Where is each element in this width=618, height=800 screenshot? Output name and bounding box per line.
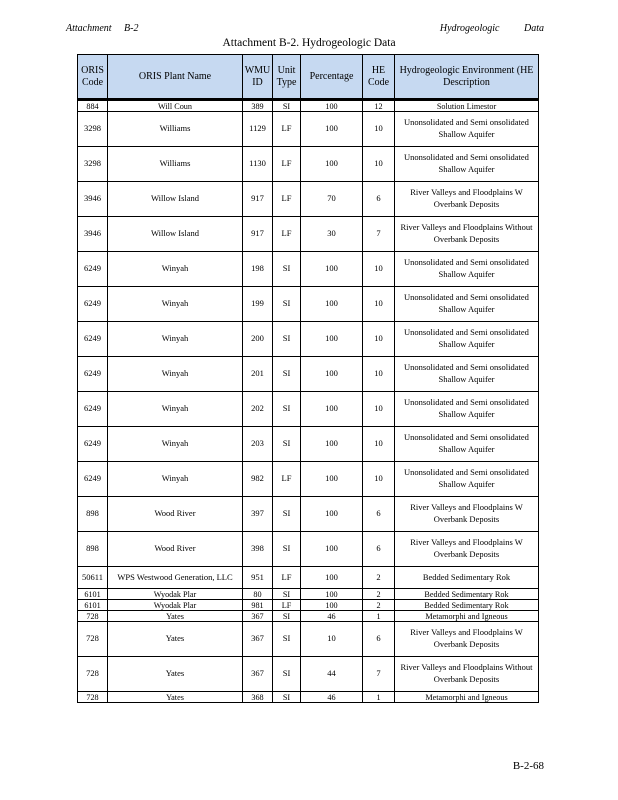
plant-name-cell: Williams [108, 147, 243, 182]
he-description-cell: Unonsolidated and Semi onsolidated Shallow Aquifer [395, 462, 539, 497]
header-word-data: Data [524, 23, 544, 34]
header-attachment-label: Attachment [66, 23, 112, 34]
percentage-cell: 100 [301, 532, 363, 567]
table-row [78, 392, 539, 427]
wmu-id-cell: 1129 [243, 112, 273, 147]
table-row [78, 600, 539, 611]
percentage-cell: 100 [301, 147, 363, 182]
plant-name-cell: Wyodak Plar [108, 589, 243, 600]
oris-code-cell: 884 [78, 100, 108, 112]
percentage-cell: 100 [301, 357, 363, 392]
unit-type-cell: SI [273, 100, 301, 112]
he-description-cell: Bedded Sedimentary Rok [395, 589, 539, 600]
page-number: B-2-68 [512, 760, 544, 772]
table-row [78, 622, 539, 657]
oris-code-cell: 50611 [78, 567, 108, 589]
oris-code-cell: 6249 [78, 252, 108, 287]
table-row [78, 252, 539, 287]
unit-type-cell: SI [273, 357, 301, 392]
he-code-cell: 10 [363, 112, 395, 147]
he-code-cell: 1 [363, 611, 395, 622]
he-code-cell: 6 [363, 182, 395, 217]
percentage-cell: 30 [301, 217, 363, 252]
he-code-cell: 10 [363, 287, 395, 322]
table-body [78, 100, 539, 703]
wmu-id-cell: 951 [243, 567, 273, 589]
percentage-cell: 70 [301, 182, 363, 217]
unit-type-cell: LF [273, 462, 301, 497]
oris-code-cell: 728 [78, 622, 108, 657]
percentage-cell: 100 [301, 392, 363, 427]
percentage-cell: 100 [301, 497, 363, 532]
he-description-cell: Unonsolidated and Semi onsolidated Shallow Aquifer [395, 147, 539, 182]
percentage-cell: 100 [301, 287, 363, 322]
he-code-cell: 2 [363, 567, 395, 589]
percentage-cell: 44 [301, 657, 363, 692]
he-description-cell: River Valleys and Floodplains Without Overbank Deposits [395, 217, 539, 252]
oris-code-cell: 6249 [78, 427, 108, 462]
he-code-cell: 10 [363, 322, 395, 357]
he-code-cell: 10 [363, 252, 395, 287]
plant-name-cell: Will Coun [108, 100, 243, 112]
he-code-cell: 7 [363, 657, 395, 692]
header-attachment-code: B-2 [124, 23, 139, 34]
oris-code-cell: 6249 [78, 392, 108, 427]
percentage-cell: 100 [301, 427, 363, 462]
plant-name-cell: Winyah [108, 427, 243, 462]
wmu-id-cell: 203 [243, 427, 273, 462]
table-row [78, 589, 539, 600]
he-description-cell: River Valleys and Floodplains Without Overbank Deposits [395, 657, 539, 692]
oris-code-cell: 3946 [78, 217, 108, 252]
wmu-id-cell: 199 [243, 287, 273, 322]
he-description-cell: Unonsolidated and Semi onsolidated Shallow Aquifer [395, 392, 539, 427]
unit-type-cell: LF [273, 567, 301, 589]
header-word-hydrogeologic: Hydrogeologic [439, 23, 500, 34]
col-header-unit-type: Unit Type [273, 55, 301, 100]
percentage-cell: 46 [301, 692, 363, 703]
table-row [78, 217, 539, 252]
percentage-cell: 100 [301, 112, 363, 147]
he-code-cell: 6 [363, 622, 395, 657]
plant-name-cell: Yates [108, 692, 243, 703]
oris-code-cell: 3946 [78, 182, 108, 217]
plant-name-cell: Winyah [108, 322, 243, 357]
he-description-cell: Metamorphi and Igneous [395, 692, 539, 703]
oris-code-cell: 898 [78, 497, 108, 532]
oris-code-cell: 898 [78, 532, 108, 567]
he-code-cell: 6 [363, 532, 395, 567]
unit-type-cell: SI [273, 589, 301, 600]
table-header-row [78, 55, 539, 100]
he-code-cell: 7 [363, 217, 395, 252]
he-description-cell: River Valleys and Floodplains W Overbank Deposits [395, 622, 539, 657]
wmu-id-cell: 80 [243, 589, 273, 600]
he-description-cell: Metamorphi and Igneous [395, 611, 539, 622]
oris-code-cell: 6249 [78, 357, 108, 392]
running-header-right [418, 23, 544, 34]
he-description-cell: Unonsolidated and Semi onsolidated Shallow Aquifer [395, 287, 539, 322]
plant-name-cell: Williams [108, 112, 243, 147]
table-row [78, 462, 539, 497]
table-row [78, 567, 539, 589]
oris-code-cell: 3298 [78, 147, 108, 182]
wmu-id-cell: 367 [243, 657, 273, 692]
wmu-id-cell: 397 [243, 497, 273, 532]
he-code-cell: 6 [363, 497, 395, 532]
wmu-id-cell: 367 [243, 611, 273, 622]
table-row [78, 657, 539, 692]
wmu-id-cell: 201 [243, 357, 273, 392]
col-header-plant-name: ORIS Plant Name [108, 55, 243, 100]
he-code-cell: 12 [363, 100, 395, 112]
table-row [78, 147, 539, 182]
wmu-id-cell: 917 [243, 182, 273, 217]
wmu-id-cell: 368 [243, 692, 273, 703]
table-row [78, 692, 539, 703]
plant-name-cell: Yates [108, 622, 243, 657]
he-description-cell: Unonsolidated and Semi onsolidated Shallow Aquifer [395, 322, 539, 357]
table-row [78, 427, 539, 462]
he-description-cell: Unonsolidated and Semi onsolidated Shallow Aquifer [395, 112, 539, 147]
he-code-cell: 10 [363, 392, 395, 427]
plant-name-cell: Winyah [108, 357, 243, 392]
unit-type-cell: SI [273, 532, 301, 567]
unit-type-cell: SI [273, 287, 301, 322]
unit-type-cell: LF [273, 112, 301, 147]
oris-code-cell: 6249 [78, 287, 108, 322]
wmu-id-cell: 1130 [243, 147, 273, 182]
wmu-id-cell: 202 [243, 392, 273, 427]
oris-code-cell: 728 [78, 611, 108, 622]
oris-code-cell: 6101 [78, 589, 108, 600]
plant-name-cell: Wood River [108, 497, 243, 532]
unit-type-cell: LF [273, 217, 301, 252]
percentage-cell: 100 [301, 600, 363, 611]
wmu-id-cell: 981 [243, 600, 273, 611]
he-code-cell: 10 [363, 357, 395, 392]
unit-type-cell: LF [273, 147, 301, 182]
table-title: Attachment B-2. Hydrogeologic Data [222, 37, 396, 49]
plant-name-cell: Winyah [108, 252, 243, 287]
he-code-cell: 10 [363, 462, 395, 497]
wmu-id-cell: 917 [243, 217, 273, 252]
col-header-he-description: Hydrogeologic Environment (HE Description [395, 55, 539, 100]
unit-type-cell: SI [273, 322, 301, 357]
he-description-cell: Bedded Sedimentary Rok [395, 567, 539, 589]
running-header-left [66, 23, 149, 34]
oris-code-cell: 6249 [78, 322, 108, 357]
oris-code-cell: 728 [78, 657, 108, 692]
plant-name-cell: Winyah [108, 287, 243, 322]
plant-name-cell: Willow Island [108, 217, 243, 252]
wmu-id-cell: 367 [243, 622, 273, 657]
plant-name-cell: Winyah [108, 462, 243, 497]
plant-name-cell: Yates [108, 657, 243, 692]
wmu-id-cell: 200 [243, 322, 273, 357]
plant-name-cell: Yates [108, 611, 243, 622]
table-row [78, 322, 539, 357]
unit-type-cell: SI [273, 657, 301, 692]
wmu-id-cell: 398 [243, 532, 273, 567]
unit-type-cell: LF [273, 182, 301, 217]
col-header-percentage: Percentage [301, 55, 363, 100]
wmu-id-cell: 389 [243, 100, 273, 112]
table-row [78, 112, 539, 147]
table-row [78, 532, 539, 567]
oris-code-cell: 3298 [78, 112, 108, 147]
he-description-cell: River Valleys and Floodplains W Overbank Deposits [395, 497, 539, 532]
unit-type-cell: SI [273, 392, 301, 427]
he-code-cell: 10 [363, 427, 395, 462]
hydrogeologic-data-table [77, 54, 539, 703]
percentage-cell: 100 [301, 252, 363, 287]
col-header-wmu-id: WMU ID [243, 55, 273, 100]
oris-code-cell: 6249 [78, 462, 108, 497]
oris-code-cell: 728 [78, 692, 108, 703]
unit-type-cell: LF [273, 600, 301, 611]
he-code-cell: 2 [363, 589, 395, 600]
percentage-cell: 100 [301, 462, 363, 497]
table-row [78, 100, 539, 112]
table-row [78, 287, 539, 322]
he-code-cell: 2 [363, 600, 395, 611]
col-header-oris-code: ORIS Code [78, 55, 108, 100]
unit-type-cell: SI [273, 622, 301, 657]
percentage-cell: 100 [301, 589, 363, 600]
percentage-cell: 100 [301, 567, 363, 589]
plant-name-cell: Winyah [108, 392, 243, 427]
table-row [78, 497, 539, 532]
oris-code-cell: 6101 [78, 600, 108, 611]
unit-type-cell: SI [273, 692, 301, 703]
table-row [78, 611, 539, 622]
he-description-cell: Bedded Sedimentary Rok [395, 600, 539, 611]
percentage-cell: 46 [301, 611, 363, 622]
he-code-cell: 1 [363, 692, 395, 703]
percentage-cell: 100 [301, 100, 363, 112]
plant-name-cell: WPS Westwood Generation, LLC [108, 567, 243, 589]
plant-name-cell: Willow Island [108, 182, 243, 217]
he-description-cell: Solution Limestor [395, 100, 539, 112]
he-description-cell: River Valleys and Floodplains W Overbank Deposits [395, 532, 539, 567]
he-code-cell: 10 [363, 147, 395, 182]
unit-type-cell: SI [273, 611, 301, 622]
wmu-id-cell: 198 [243, 252, 273, 287]
plant-name-cell: Wyodak Plar [108, 600, 243, 611]
percentage-cell: 10 [301, 622, 363, 657]
he-description-cell: Unonsolidated and Semi onsolidated Shallow Aquifer [395, 427, 539, 462]
col-header-he-code: HE Code [363, 55, 395, 100]
unit-type-cell: SI [273, 427, 301, 462]
table-row [78, 182, 539, 217]
wmu-id-cell: 982 [243, 462, 273, 497]
he-description-cell: Unonsolidated and Semi onsolidated Shallow Aquifer [395, 357, 539, 392]
plant-name-cell: Wood River [108, 532, 243, 567]
he-description-cell: River Valleys and Floodplains W Overbank Deposits [395, 182, 539, 217]
unit-type-cell: SI [273, 252, 301, 287]
table-row [78, 357, 539, 392]
he-description-cell: Unonsolidated and Semi onsolidated Shallow Aquifer [395, 252, 539, 287]
unit-type-cell: SI [273, 497, 301, 532]
percentage-cell: 100 [301, 322, 363, 357]
